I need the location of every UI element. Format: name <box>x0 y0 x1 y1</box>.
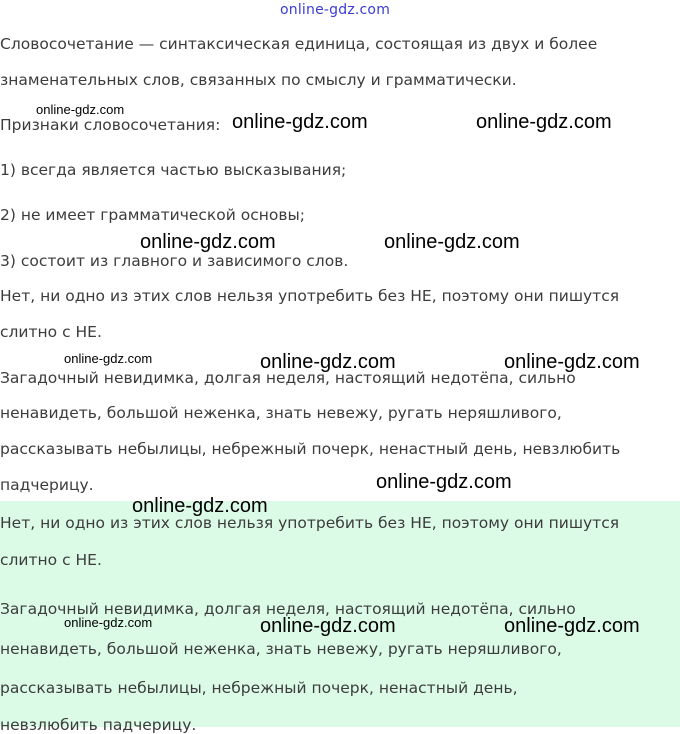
watermark-text: online-gdz.com <box>64 615 153 630</box>
answer-rule-line-2: слитно с НЕ. <box>0 551 102 569</box>
definition-line-2: знаменательных слов, связанных по смыслу и грамматически. <box>0 71 517 89</box>
sign-item-1: 1) всегда является частью высказывания; <box>0 161 347 179</box>
definition-line-1: Словосочетание — синтаксическая единица, состоящая из двух и более <box>0 35 598 53</box>
watermark-text: online-gdz.com <box>36 102 125 117</box>
watermark-text: online-gdz.com <box>376 471 512 493</box>
watermark-text: online-gdz.com <box>260 615 396 637</box>
signs-heading: Признаки словосочетания: <box>0 116 221 134</box>
watermark-text: online-gdz.com <box>384 231 520 253</box>
answer-examples-line-3: рассказывать небылицы, небрежный почерк, ненастный день, <box>0 679 518 697</box>
answer-examples-line-2: ненавидеть, большой неженка, знать невежу, ругать неряшливого, <box>0 640 562 658</box>
watermark-text: online-gdz.com <box>132 495 268 517</box>
sign-item-3: 3) состоит из главного и зависимого слов. <box>0 252 349 270</box>
watermark-text: online-gdz.com <box>140 231 276 253</box>
watermark-text: online-gdz.com <box>64 351 153 366</box>
watermark-text: online-gdz.com <box>232 111 368 133</box>
answer-examples-line-4: невзлюбить падчерицу. <box>0 716 197 734</box>
examples-line-3: рассказывать небылицы, небрежный почерк, ненастный день, невзлюбить <box>0 440 621 458</box>
examples-line-2: ненавидеть, большой неженка, знать невежу, ругать неряшливого, <box>0 404 562 422</box>
examples-line-1: Загадочный невидимка, долгая неделя, настоящий недотёпа, сильно <box>0 369 576 387</box>
watermark-text: online-gdz.com <box>504 615 640 637</box>
sign-item-2: 2) не имеет грамматической основы; <box>0 206 305 224</box>
rule-line-1: Нет, ни одно из этих слов нельзя употребить без НЕ, поэтому они пишутся <box>0 287 620 305</box>
rule-line-2: слитно с НЕ. <box>0 323 102 341</box>
answer-rule-line-1: Нет, ни одно из этих слов нельзя употребить без НЕ, поэтому они пишутся <box>0 514 620 532</box>
watermark-text: online-gdz.com <box>260 351 396 373</box>
site-header-link[interactable]: online-gdz.com <box>280 2 391 18</box>
watermark-text: online-gdz.com <box>504 351 640 373</box>
examples-line-4: падчерицу. <box>0 476 94 494</box>
answer-examples-line-1: Загадочный невидимка, долгая неделя, настоящий недотёпа, сильно <box>0 600 576 618</box>
watermark-text: online-gdz.com <box>476 111 612 133</box>
